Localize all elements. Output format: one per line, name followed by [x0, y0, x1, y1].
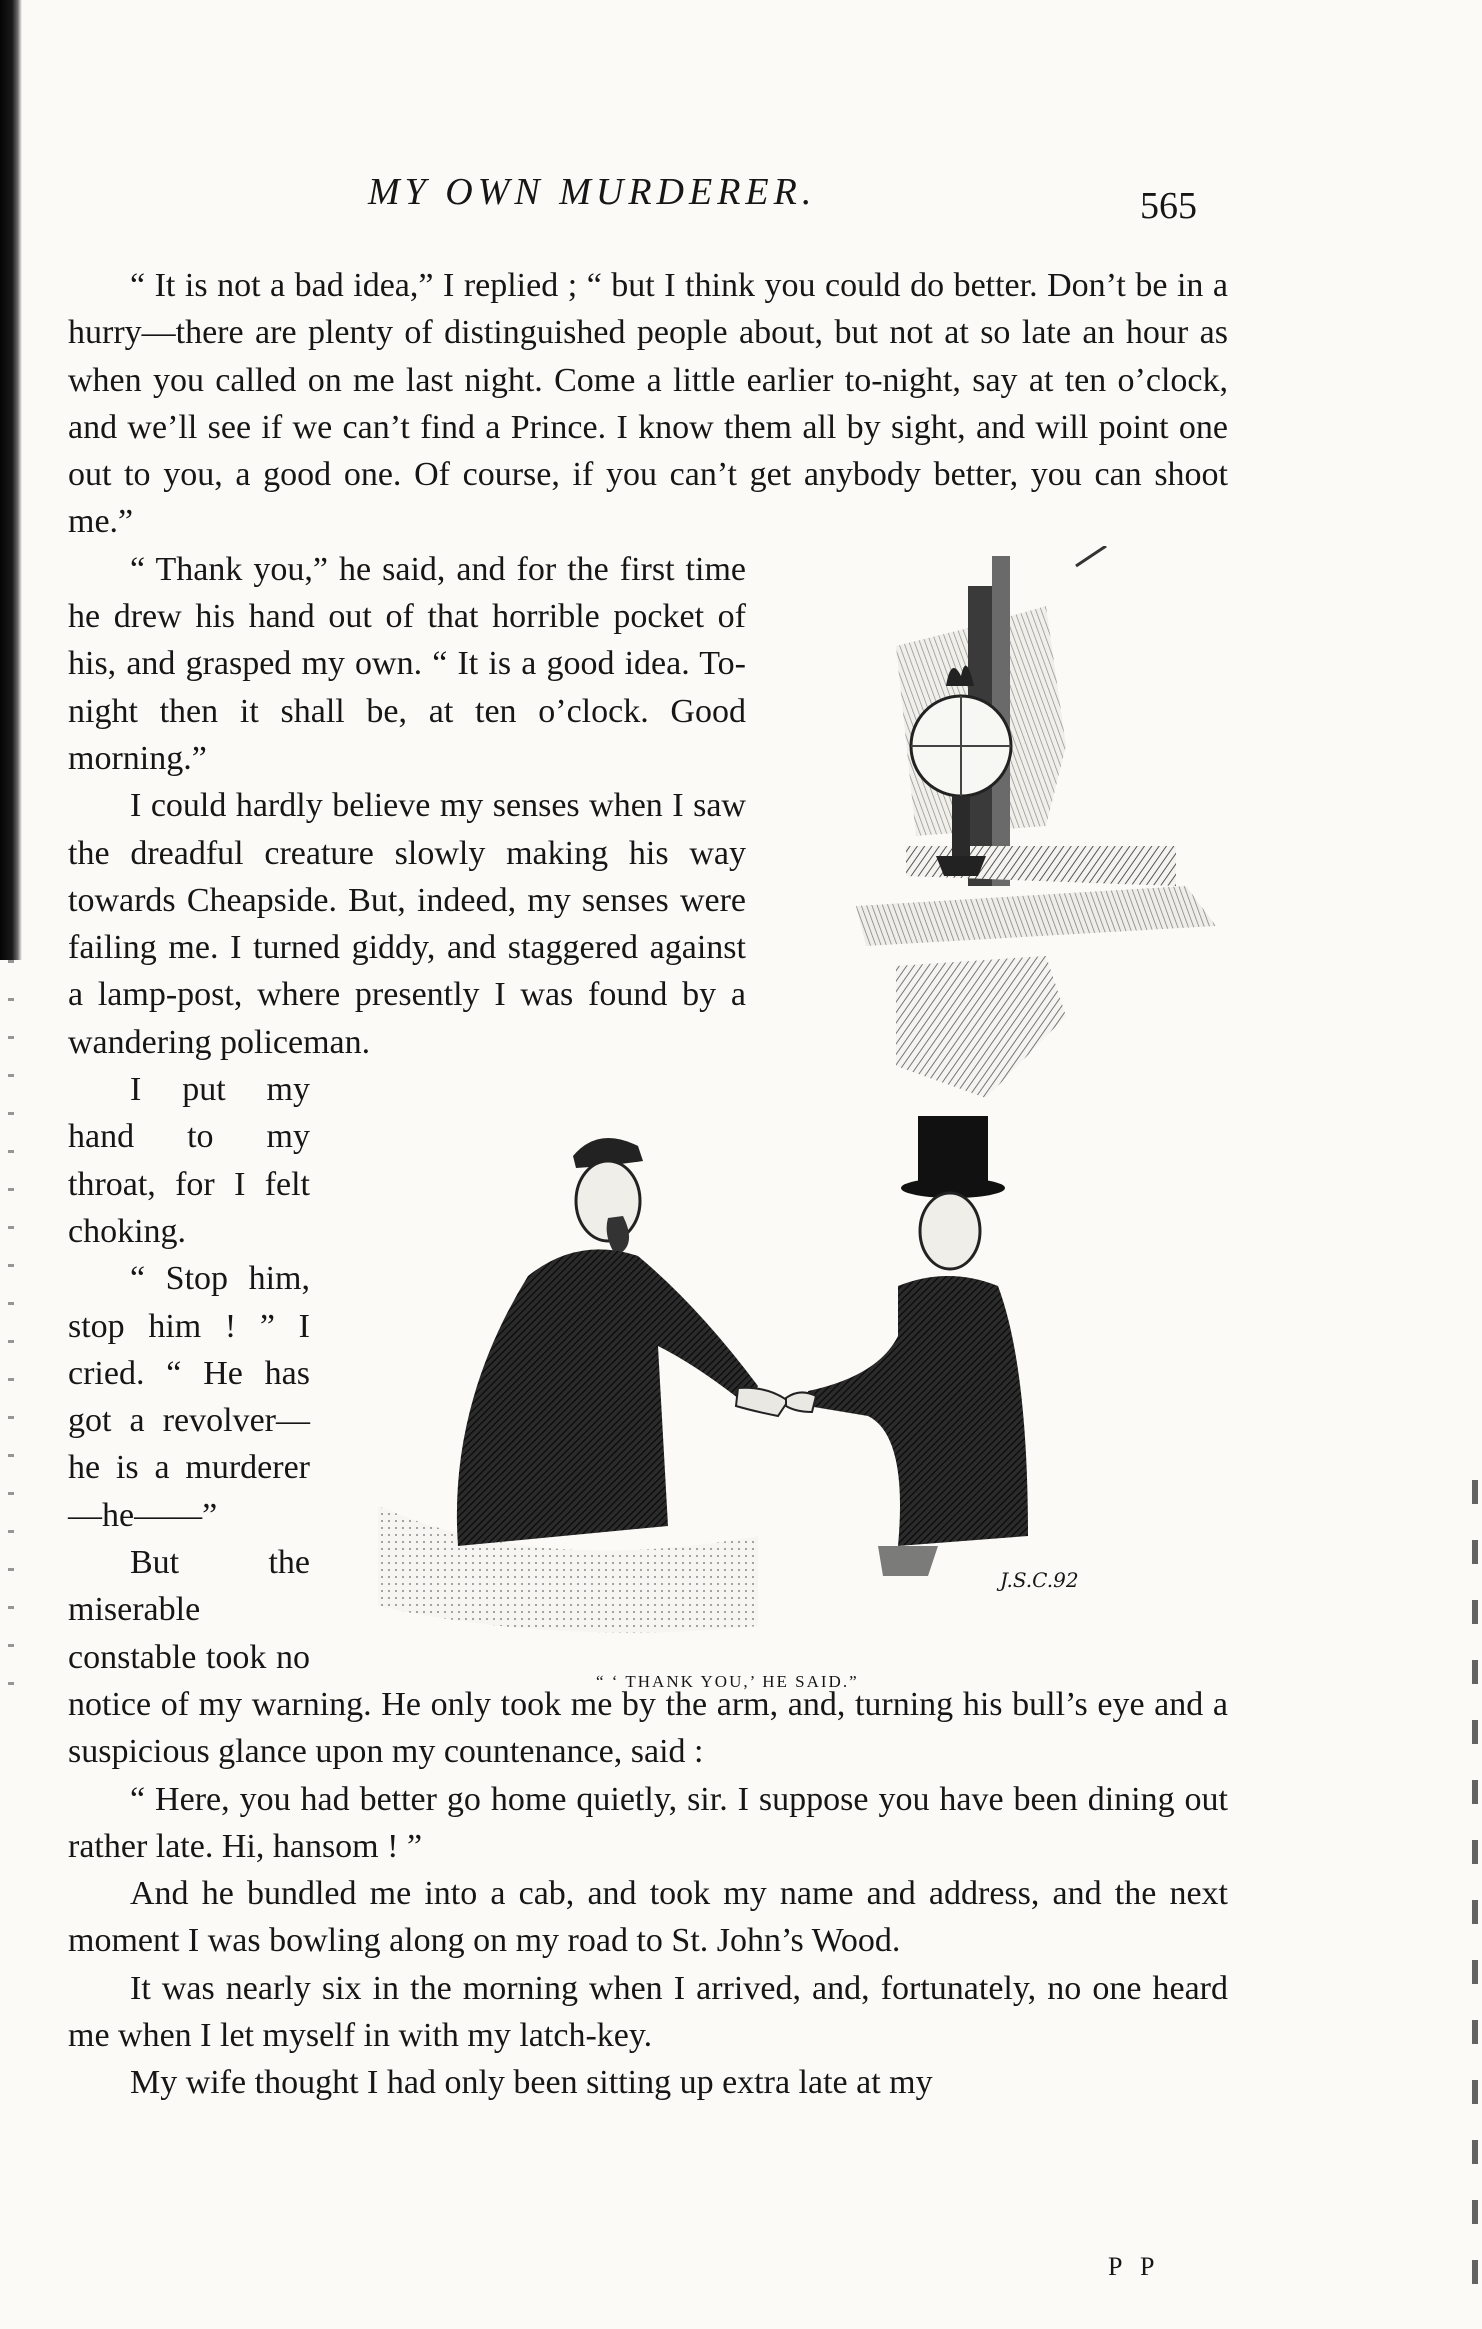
- paragraph: My wife thought I had only been sitting up extra late at my: [130, 2064, 933, 2102]
- printer-signature-mark: P P: [1108, 2252, 1161, 2281]
- illustration-caption: “ ‘ THANK YOU,’ HE SAID.”: [596, 1672, 859, 1691]
- paragraph: “ Thank you,” he said, and for the first time he drew his hand out of that horrible pocket of his, and grasped my own. “ It is a good idea. To-night then it shall be, at ten o’clock. Good morning.”: [68, 550, 746, 777]
- body-text: [68, 262, 1228, 2107]
- paragraph: But the miserable constable took no notice of my warning. He only took me by the arm, and, turning his bull’s eye and a suspicious glance upon my countenance, said :: [68, 1544, 1228, 1771]
- page-number: 565: [1140, 185, 1197, 227]
- paragraph: “ It is not a bad idea,” I replied ; “ but I think you could do better. Don’t be in a hurry—there are plenty of distinguished people about, but not at so late an hour as when you called on me last night. Come a little earlier to-night, say at ten o’clock, and we’ll see if we can’t find a Prince. I know them all by sight, and will point one out to you, a good one. Of course, if you can’t get anybody better, you can shoot me.”: [68, 267, 1228, 541]
- book-spine-shadow: [0, 0, 22, 960]
- paragraph: It was nearly six in the morning when I arrived, and, fortunately, no one heard me when I let myself in with my latch-key.: [68, 1969, 1228, 2054]
- handshake-illustration: [338, 1106, 1228, 1646]
- running-head: MY OWN MURDERER.: [368, 171, 817, 213]
- margin-specks: [8, 960, 14, 1720]
- paragraph: “ Stop him, stop him ! ” I cried. “ He has got a revolver—he is a murderer —he——”: [68, 1260, 310, 1534]
- paragraph: “ Here, you had better go home quietly, sir. I suppose you have been dining out rather late. Hi, hansom ! ”: [68, 1780, 1228, 1865]
- right-edge-marks: [1472, 1480, 1478, 2320]
- lamp-post-illustration: [746, 546, 1236, 1098]
- paragraph: And he bundled me into a cab, and took my name and address, and the next moment I was bowling along on my road to St. John’s Wood.: [68, 1875, 1228, 1960]
- paragraph: I could hardly believe my senses when I saw the dreadful creature slowly making his way towards Cheapside. But, indeed, my senses were failing me. I turned giddy, and staggered against a lamp-post, where presently I was found by a wandering policeman.: [68, 787, 746, 1061]
- illustrator-signature: J.S.C.92: [1000, 1568, 1079, 1592]
- paragraph: I put my hand to my throat, for I felt choking.: [68, 1071, 310, 1250]
